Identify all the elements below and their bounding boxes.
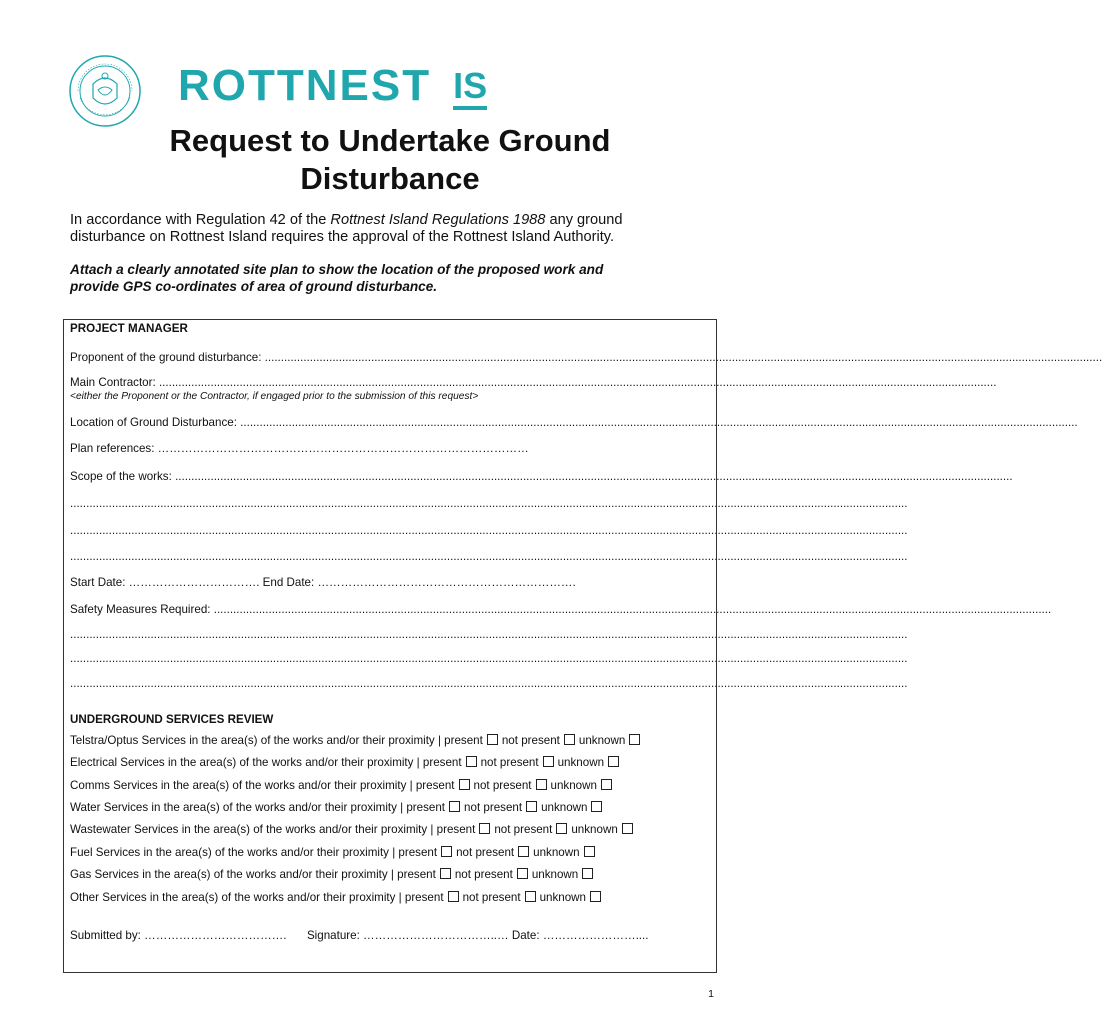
scope-line-4[interactable] <box>70 550 908 564</box>
not-present-checkbox[interactable] <box>525 891 536 902</box>
service-suffix: in the area(s) of the works and/or their proximity | present <box>181 823 476 836</box>
date-label: Date: <box>511 929 540 942</box>
not-present-checkbox[interactable] <box>526 801 537 812</box>
dates-row <box>70 576 726 590</box>
main-contractor-note: <either the Proponent or the Contractor, if engaged prior to the submission of this request> <box>70 391 479 402</box>
scope-line-4-dots: .................................................................................................................................................................................................................................................................... <box>70 550 908 563</box>
logo-word: ROTTNEST <box>178 61 432 110</box>
main-contractor-field[interactable] <box>70 376 997 390</box>
submission-row <box>70 929 726 943</box>
unknown-label: unknown <box>533 846 580 859</box>
government-seal-icon <box>68 54 142 128</box>
present-checkbox[interactable] <box>448 891 459 902</box>
main-contractor-label: Main Contractor: <box>70 376 156 389</box>
service-suffix: in the area(s) of the works and/or their proximity | present <box>167 756 462 769</box>
logo-suffix: IS <box>453 66 487 110</box>
plan-label: Plan references: <box>70 442 155 455</box>
service-name: Wastewater Services <box>70 823 179 836</box>
start-date-fill[interactable]: ……………………………. <box>128 576 260 589</box>
rottnest-logo <box>178 60 487 110</box>
submitted-by-fill[interactable]: ………………………………. <box>144 929 287 942</box>
service-row <box>70 756 623 770</box>
intro-part-2: any ground <box>545 212 623 228</box>
unknown-label: unknown <box>550 779 597 792</box>
page-number: 1 <box>708 988 714 1000</box>
not-present-label: not present <box>454 868 513 881</box>
safety-line-2[interactable] <box>70 628 908 642</box>
signature-label: Signature: <box>306 929 360 942</box>
unknown-checkbox[interactable] <box>590 891 601 902</box>
safety-field[interactable] <box>70 603 1052 617</box>
scope-line-3[interactable] <box>70 524 908 538</box>
service-suffix: in the area(s) of the works and/or their proximity | present <box>143 846 438 859</box>
not-present-checkbox[interactable] <box>564 734 575 745</box>
unknown-checkbox[interactable] <box>601 779 612 790</box>
intro-paragraph <box>70 212 710 246</box>
intro-regulation-title: Rottnest Island Regulations 1988 <box>330 212 546 228</box>
service-row <box>70 868 597 882</box>
service-name: Telstra/Optus Services <box>70 734 186 747</box>
services-heading: UNDERGROUND SERVICES REVIEW <box>70 713 274 726</box>
service-suffix: in the area(s) of the works and/or their proximity | present <box>142 868 436 881</box>
plan-fill: …………………………………………………………………………………… <box>157 442 529 455</box>
unknown-label: unknown <box>541 801 588 814</box>
present-checkbox[interactable] <box>441 846 452 857</box>
safety-dots: .................................................................................................................................................................................................................................................................... <box>213 603 1052 616</box>
end-date-fill[interactable]: …………………………………………………………. <box>317 576 576 589</box>
scope-dots: .................................................................................................................................................................................................................................................................... <box>175 470 1013 483</box>
not-present-label: not present <box>462 891 521 904</box>
present-checkbox[interactable] <box>479 823 490 834</box>
safety-line-3-dots: .................................................................................................................................................................................................................................................................... <box>70 652 908 665</box>
service-name: Comms Services <box>70 779 158 792</box>
proponent-label: Proponent of the ground disturbance: <box>70 351 262 364</box>
not-present-label: not present <box>456 846 515 859</box>
unknown-checkbox[interactable] <box>608 756 619 767</box>
service-row <box>70 823 637 837</box>
intro-line-2: disturbance on Rottnest Island requires the approval of the Rottnest Island Authority. <box>70 229 615 245</box>
service-name: Other Services <box>70 891 147 904</box>
not-present-checkbox[interactable] <box>543 756 554 767</box>
proponent-dots: .................................................................................................................................................................................................................................................................... <box>264 351 1102 364</box>
unknown-label: unknown <box>578 734 626 747</box>
not-present-label: not present <box>464 801 523 814</box>
unknown-label: unknown <box>531 868 579 881</box>
scope-label: Scope of the works: <box>70 470 172 483</box>
attach-instruction <box>70 261 720 295</box>
unknown-checkbox[interactable] <box>629 734 640 745</box>
scope-line-2[interactable] <box>70 497 908 511</box>
service-suffix: in the area(s) of the works and/or their proximity | present <box>160 779 455 792</box>
not-present-label: not present <box>473 779 532 792</box>
service-row <box>70 801 606 815</box>
attach-line-1: Attach a clearly annotated site plan to show the location of the proposed work and <box>70 262 604 277</box>
safety-line-2-dots: .................................................................................................................................................................................................................................................................... <box>70 628 908 641</box>
scope-line-2-dots: .................................................................................................................................................................................................................................................................... <box>70 497 908 510</box>
start-date-label: Start Date: <box>70 576 126 589</box>
unknown-checkbox[interactable] <box>622 823 633 834</box>
title-line-2: Disturbance <box>300 161 480 196</box>
not-present-label: not present <box>494 823 553 836</box>
safety-line-4-dots: .................................................................................................................................................................................................................................................................... <box>70 677 908 690</box>
not-present-checkbox[interactable] <box>556 823 567 834</box>
service-name: Fuel Services <box>70 846 141 859</box>
service-name: Water Services <box>70 801 149 814</box>
unknown-label: unknown <box>557 756 605 769</box>
safety-label: Safety Measures Required: <box>70 603 211 616</box>
service-row <box>70 846 599 860</box>
unknown-label: unknown <box>539 891 586 904</box>
safety-line-4[interactable] <box>70 677 908 691</box>
page-title <box>90 122 690 198</box>
submitted-by-label: Submitted by: <box>70 929 141 942</box>
scope-line-3-dots: .................................................................................................................................................................................................................................................................... <box>70 524 908 537</box>
unknown-checkbox[interactable] <box>584 846 595 857</box>
date-fill[interactable]: …………………….... <box>542 929 649 942</box>
present-checkbox[interactable] <box>449 801 460 812</box>
proponent-field[interactable] <box>70 351 1102 365</box>
attach-line-2: provide GPS co-ordinates of area of ground disturbance. <box>70 279 438 294</box>
service-row <box>70 891 605 905</box>
not-present-label: not present <box>501 734 560 747</box>
present-checkbox[interactable] <box>466 756 477 767</box>
location-dots: .................................................................................................................................................................................................................................................................... <box>240 416 1078 429</box>
service-suffix: in the area(s) of the works and/or their proximity | present <box>149 891 444 904</box>
service-row <box>70 779 616 793</box>
unknown-checkbox[interactable] <box>591 801 602 812</box>
service-suffix: in the area(s) of the works and/or their proximity | present <box>189 734 483 747</box>
present-checkbox[interactable] <box>487 734 498 745</box>
location-field[interactable] <box>70 416 1078 430</box>
unknown-checkbox[interactable] <box>582 868 593 879</box>
not-present-checkbox[interactable] <box>517 868 528 879</box>
service-suffix: in the area(s) of the works and/or their proximity | present <box>151 801 446 814</box>
service-name: Electrical Services <box>70 756 165 769</box>
signature-fill[interactable]: ……………………………..… <box>363 929 509 942</box>
title-line-1: Request to Undertake Ground <box>169 123 611 158</box>
plan-references-field[interactable] <box>70 442 726 456</box>
project-manager-heading: PROJECT MANAGER <box>70 322 188 335</box>
end-date-label: End Date: <box>262 576 315 589</box>
present-checkbox[interactable] <box>440 868 451 879</box>
main-contractor-dots: .................................................................................................................................................................................................................................................................... <box>158 376 997 389</box>
not-present-label: not present <box>480 756 539 769</box>
unknown-label: unknown <box>571 823 618 836</box>
service-row <box>70 734 644 748</box>
intro-part-1: In accordance with Regulation 42 of the <box>70 212 331 228</box>
service-name: Gas Services <box>70 868 139 881</box>
scope-field[interactable] <box>70 470 1013 484</box>
location-label: Location of Ground Disturbance: <box>70 416 237 429</box>
present-checkbox[interactable] <box>459 779 470 790</box>
safety-line-3[interactable] <box>70 652 908 666</box>
not-present-checkbox[interactable] <box>518 846 529 857</box>
not-present-checkbox[interactable] <box>536 779 547 790</box>
